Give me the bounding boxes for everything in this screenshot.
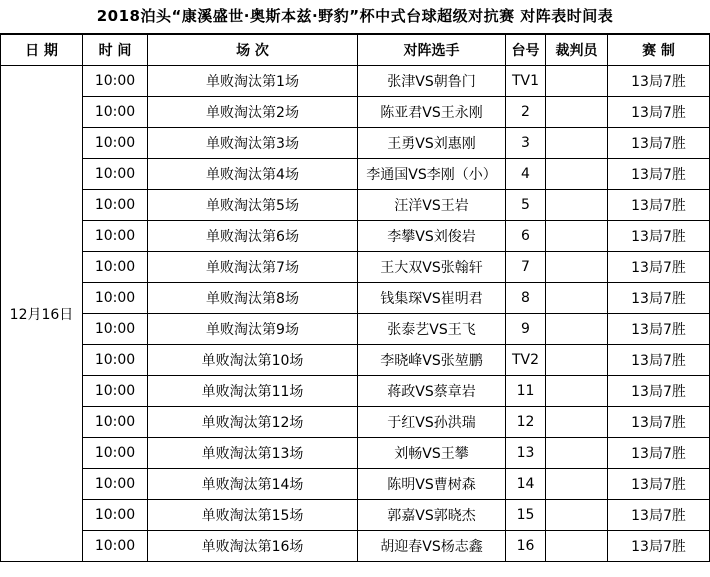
table-number-cell: 16 [506, 531, 546, 562]
match-cell: 李晓峰VS张堃鹏 [358, 345, 506, 376]
format-cell: 13局7胜 [608, 407, 710, 438]
match-cell: 胡迎春VS杨志鑫 [358, 531, 506, 562]
page-title: 2018泊头“康溪盛世·奥斯本兹·野豹”杯中式台球超级对抗赛 对阵表时间表 [0, 0, 710, 34]
time-cell: 10:00 [83, 531, 148, 562]
time-cell: 10:00 [83, 66, 148, 97]
referee-cell [546, 128, 608, 159]
time-cell: 10:00 [83, 314, 148, 345]
match-cell: 钱集琛VS崔明君 [358, 283, 506, 314]
table-row [1, 221, 710, 252]
date-cell: 12月16日 [1, 66, 83, 562]
table-number-cell: 9 [506, 314, 546, 345]
match-cell: 李攀VS刘俊岩 [358, 221, 506, 252]
format-cell: 13局7胜 [608, 469, 710, 500]
time-cell: 10:00 [83, 438, 148, 469]
format-cell: 13局7胜 [608, 531, 710, 562]
header-date: 日 期 [1, 35, 83, 66]
referee-cell [546, 531, 608, 562]
table-row [1, 66, 710, 97]
header-table: 台号 [506, 35, 546, 66]
round-cell: 单败淘汰第11场 [148, 376, 358, 407]
table-row [1, 159, 710, 190]
referee-cell [546, 252, 608, 283]
time-cell: 10:00 [83, 252, 148, 283]
round-cell: 单败淘汰第4场 [148, 159, 358, 190]
format-cell: 13局7胜 [608, 97, 710, 128]
table-number-cell: TV2 [506, 345, 546, 376]
table-number-cell: 13 [506, 438, 546, 469]
table-number-cell: 7 [506, 252, 546, 283]
table-number-cell: 14 [506, 469, 546, 500]
table-row [1, 376, 710, 407]
table-number-cell: 4 [506, 159, 546, 190]
header-format: 赛 制 [608, 35, 710, 66]
table-row [1, 190, 710, 221]
table-row [1, 469, 710, 500]
time-cell: 10:00 [83, 500, 148, 531]
match-cell: 陈亚君VS王永刚 [358, 97, 506, 128]
table-number-cell: 3 [506, 128, 546, 159]
match-cell: 张津VS朝鲁门 [358, 66, 506, 97]
header-referee: 裁判员 [546, 35, 608, 66]
referee-cell [546, 345, 608, 376]
time-cell: 10:00 [83, 159, 148, 190]
format-cell: 13局7胜 [608, 345, 710, 376]
table-row [1, 345, 710, 376]
round-cell: 单败淘汰第2场 [148, 97, 358, 128]
match-cell: 汪洋VS王岩 [358, 190, 506, 221]
round-cell: 单败淘汰第10场 [148, 345, 358, 376]
round-cell: 单败淘汰第9场 [148, 314, 358, 345]
format-cell: 13局7胜 [608, 283, 710, 314]
time-cell: 10:00 [83, 128, 148, 159]
time-cell: 10:00 [83, 190, 148, 221]
table-row [1, 283, 710, 314]
round-cell: 单败淘汰第15场 [148, 500, 358, 531]
referee-cell [546, 314, 608, 345]
table-number-cell: TV1 [506, 66, 546, 97]
table-number-cell: 2 [506, 97, 546, 128]
round-cell: 单败淘汰第5场 [148, 190, 358, 221]
format-cell: 13局7胜 [608, 128, 710, 159]
round-cell: 单败淘汰第14场 [148, 469, 358, 500]
header-round: 场 次 [148, 35, 358, 66]
match-cell: 刘畅VS王攀 [358, 438, 506, 469]
referee-cell [546, 283, 608, 314]
referee-cell [546, 159, 608, 190]
time-cell: 10:00 [83, 469, 148, 500]
table-number-cell: 5 [506, 190, 546, 221]
match-cell: 张泰艺VS王飞 [358, 314, 506, 345]
match-cell: 陈明VS曹树森 [358, 469, 506, 500]
referee-cell [546, 66, 608, 97]
format-cell: 13局7胜 [608, 314, 710, 345]
table-row [1, 97, 710, 128]
format-cell: 13局7胜 [608, 221, 710, 252]
time-cell: 10:00 [83, 376, 148, 407]
match-cell: 蒋政VS蔡章岩 [358, 376, 506, 407]
format-cell: 13局7胜 [608, 190, 710, 221]
round-cell: 单败淘汰第13场 [148, 438, 358, 469]
table-row [1, 500, 710, 531]
header-row [1, 35, 710, 66]
schedule-table [0, 34, 710, 562]
round-cell: 单败淘汰第7场 [148, 252, 358, 283]
round-cell: 单败淘汰第16场 [148, 531, 358, 562]
match-cell: 于红VS孙洪瑞 [358, 407, 506, 438]
header-time: 时 间 [83, 35, 148, 66]
time-cell: 10:00 [83, 221, 148, 252]
round-cell: 单败淘汰第8场 [148, 283, 358, 314]
format-cell: 13局7胜 [608, 438, 710, 469]
match-cell: 王勇VS刘惠刚 [358, 128, 506, 159]
table-number-cell: 6 [506, 221, 546, 252]
table-row [1, 252, 710, 283]
table-row [1, 531, 710, 562]
match-cell: 王大双VS张翰轩 [358, 252, 506, 283]
header-match: 对阵选手 [358, 35, 506, 66]
referee-cell [546, 376, 608, 407]
referee-cell [546, 469, 608, 500]
table-number-cell: 12 [506, 407, 546, 438]
referee-cell [546, 438, 608, 469]
round-cell: 单败淘汰第1场 [148, 66, 358, 97]
format-cell: 13局7胜 [608, 500, 710, 531]
referee-cell [546, 97, 608, 128]
time-cell: 10:00 [83, 345, 148, 376]
round-cell: 单败淘汰第3场 [148, 128, 358, 159]
table-row [1, 438, 710, 469]
format-cell: 13局7胜 [608, 159, 710, 190]
format-cell: 13局7胜 [608, 376, 710, 407]
referee-cell [546, 190, 608, 221]
table-number-cell: 15 [506, 500, 546, 531]
time-cell: 10:00 [83, 283, 148, 314]
table-number-cell: 11 [506, 376, 546, 407]
referee-cell [546, 500, 608, 531]
round-cell: 单败淘汰第12场 [148, 407, 358, 438]
table-row [1, 314, 710, 345]
time-cell: 10:00 [83, 407, 148, 438]
format-cell: 13局7胜 [608, 66, 710, 97]
table-row [1, 407, 710, 438]
referee-cell [546, 407, 608, 438]
match-cell: 李通国VS李刚（小） [358, 159, 506, 190]
round-cell: 单败淘汰第6场 [148, 221, 358, 252]
time-cell: 10:00 [83, 97, 148, 128]
table-row [1, 128, 710, 159]
format-cell: 13局7胜 [608, 252, 710, 283]
match-cell: 郭嘉VS郭晓杰 [358, 500, 506, 531]
referee-cell [546, 221, 608, 252]
table-number-cell: 8 [506, 283, 546, 314]
